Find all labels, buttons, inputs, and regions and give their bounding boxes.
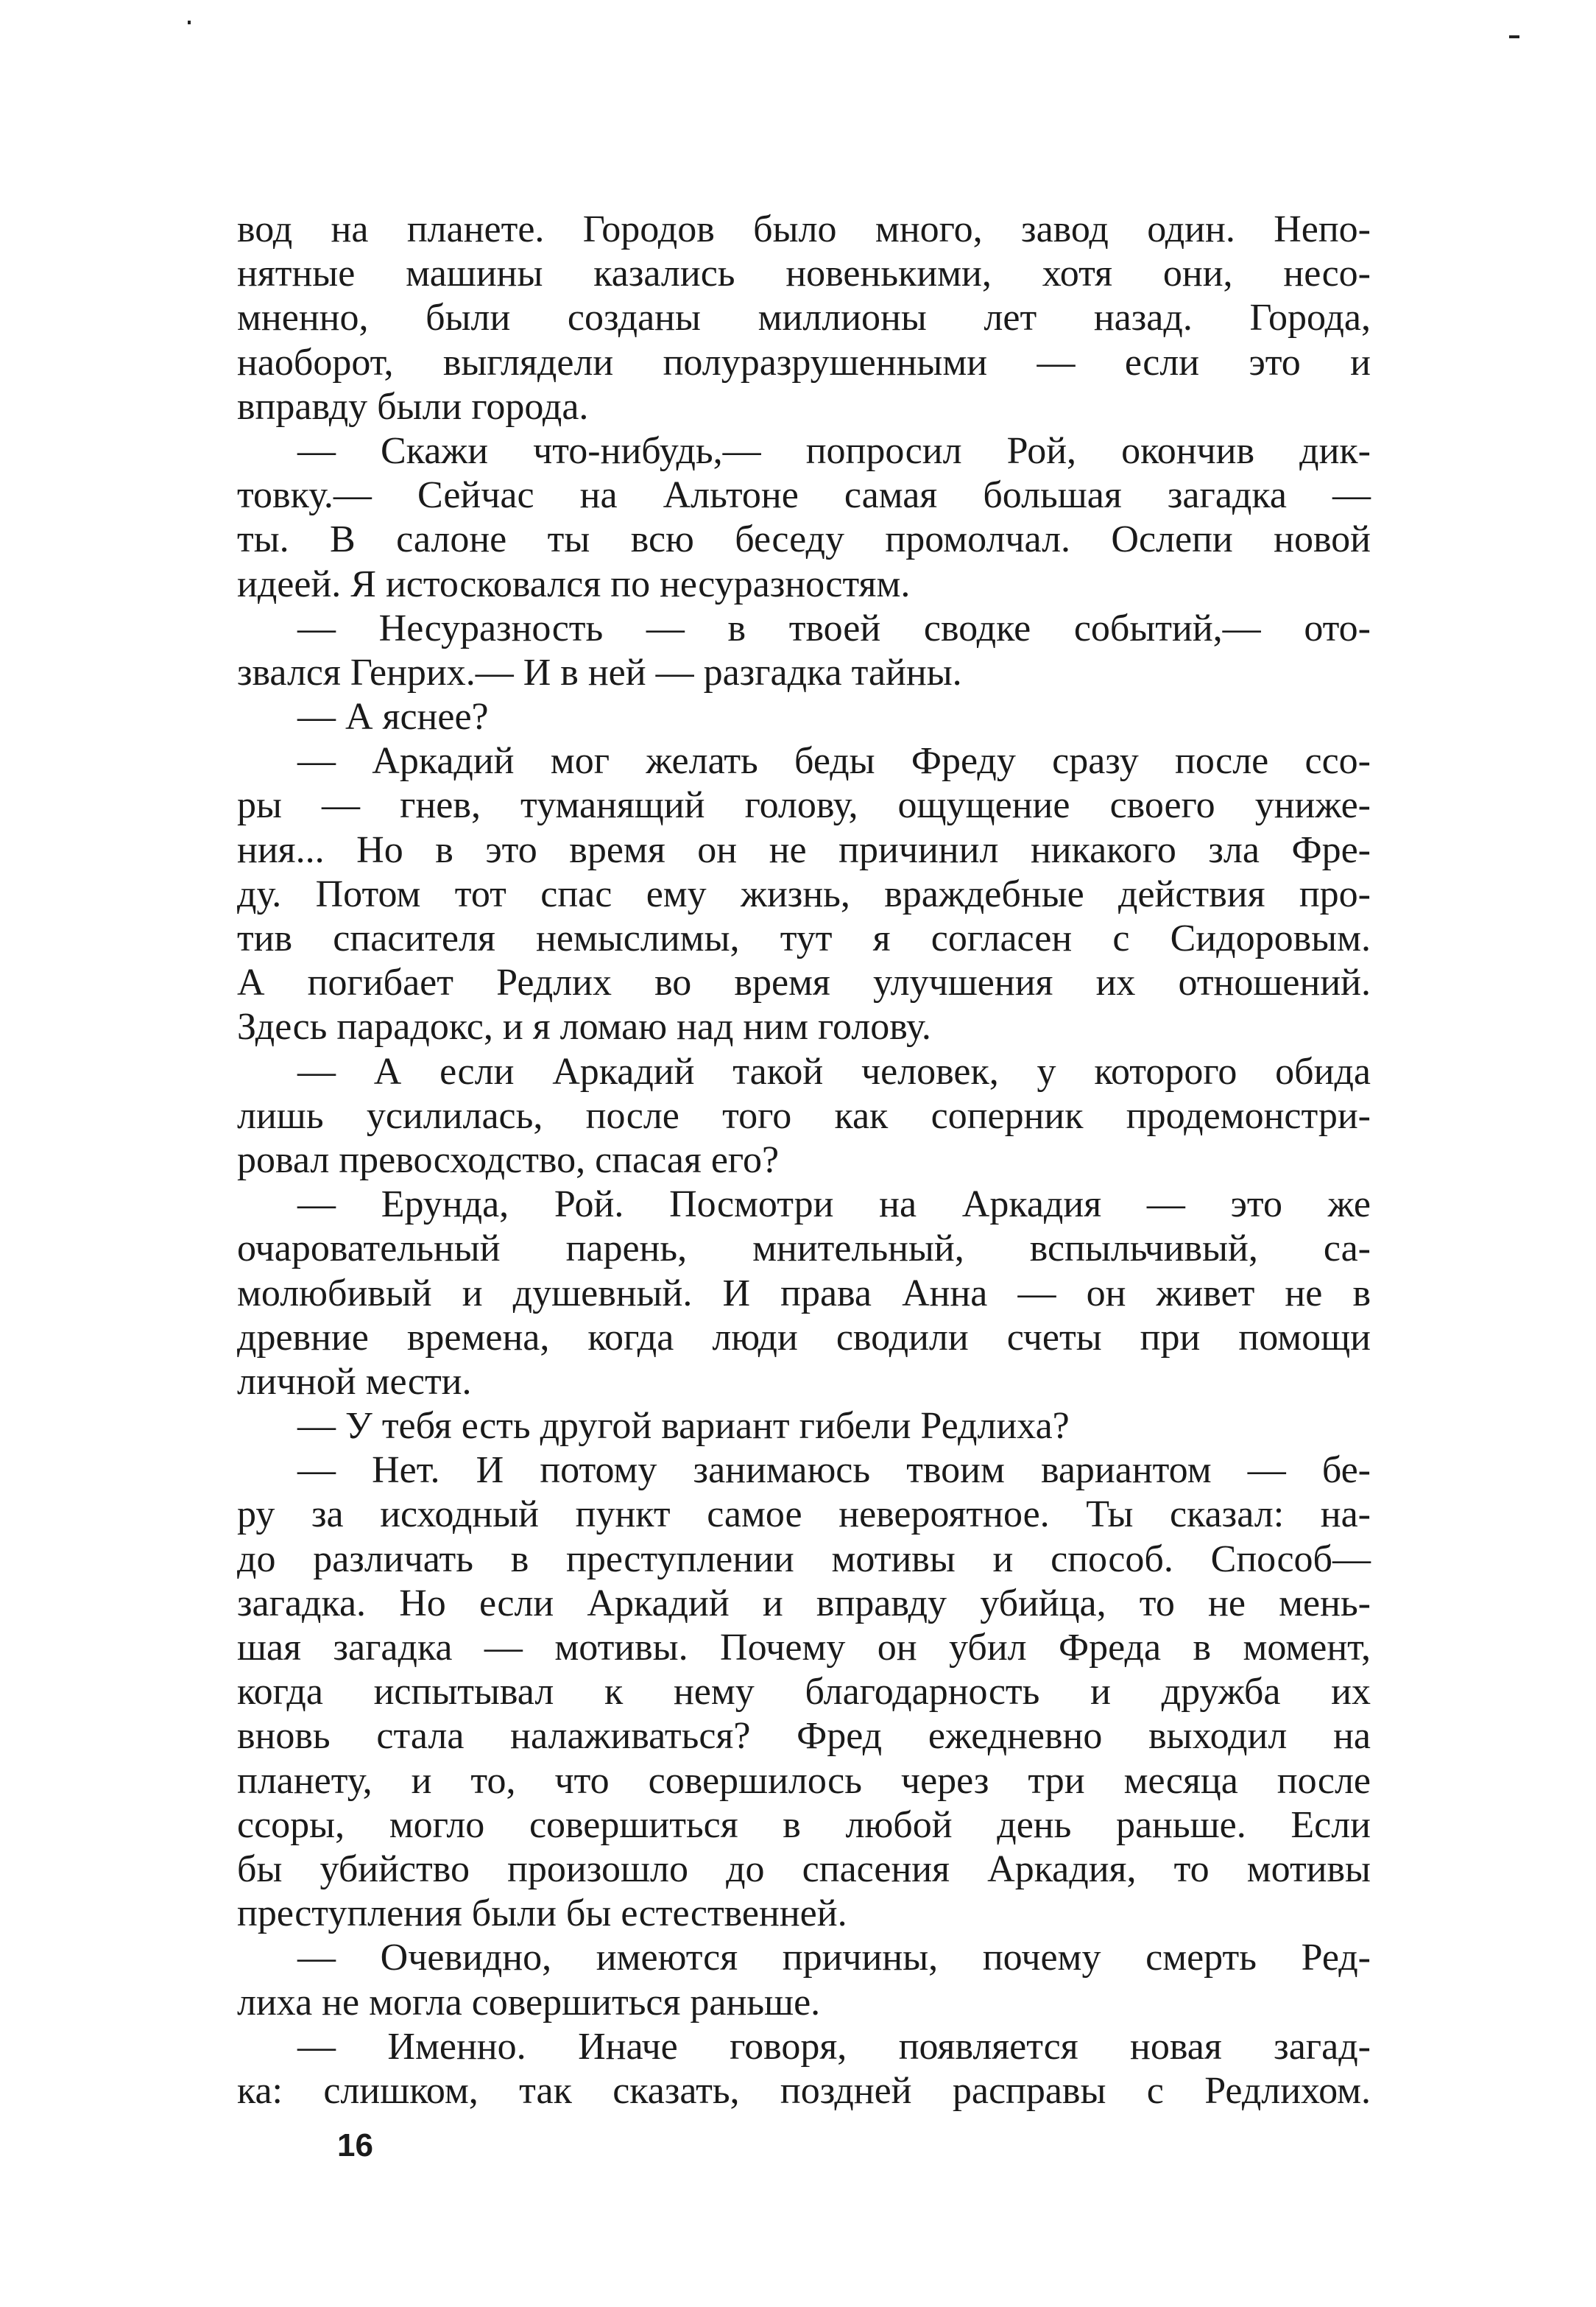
print-speck	[1509, 35, 1519, 38]
text-line: — Скажи что-нибудь,— попросил Рой, окончив дик-	[297, 429, 1371, 472]
text-line: — А если Аркадий такой человек, у которого обида	[297, 1050, 1371, 1093]
text-line: вновь стала налаживаться? Фред ежедневно выходил на	[237, 1715, 1371, 1758]
text-line: — Очевидно, имеются причины, почему смерть Ред-	[297, 1937, 1371, 1979]
text-line: нятные машины казались новенькими, хотя они, несо-	[237, 253, 1371, 295]
text-line: идеей. Я истосковался по несуразностям.	[237, 563, 911, 605]
text-line: личной мести.	[237, 1360, 472, 1403]
text-line: тив спасителя немыслимы, тут я согласен с Сидоровым.	[237, 917, 1371, 959]
page-number: 16	[337, 2127, 373, 2163]
text-line: ния... Но в это время он не причинил никакого зла Фре-	[237, 828, 1371, 871]
text-line: очаровательный парень, мнительный, вспыльчивый, са-	[237, 1228, 1371, 1270]
text-line: звался Генрих.— И в ней — разгадка тайны.	[237, 651, 962, 694]
text-line: вод на планете. Городов было много, завод один. Непо-	[237, 208, 1371, 250]
print-speck	[188, 21, 191, 24]
text-line: ры — гнев, туманящий голову, ощущение своего униже-	[237, 784, 1371, 827]
text-line: — Именно. Иначе говоря, появляется новая загад-	[297, 2025, 1371, 2068]
text-line: — Ерунда, Рой. Посмотри на Аркадия — это же	[297, 1183, 1371, 1226]
text-line: ссоры, могло совершиться в любой день раньше. Если	[237, 1803, 1371, 1846]
text-line: ру за исходный пункт самое невероятное. Ты сказал: на-	[237, 1493, 1371, 1536]
text-line: загадка. Но если Аркадий и вправду убийца, то не мень-	[237, 1582, 1371, 1624]
text-line: товку.— Сейчас на Альтоне самая большая загадка —	[237, 474, 1371, 517]
text-line: древние времена, когда люди сводили счеты при помощи	[237, 1316, 1371, 1359]
text-line: молюбивый и душевный. И права Анна — он живет не в	[237, 1272, 1371, 1314]
text-line: ровал превосходство, спасая его?	[237, 1138, 780, 1181]
text-line: — Несуразность — в твоей сводке событий,— ото-	[297, 607, 1371, 649]
text-line: — Нет. И потому занимаюсь твоим вариантом — бе-	[297, 1449, 1371, 1492]
text-line: бы убийство произошло до спасения Аркадия, то мотивы	[237, 1848, 1371, 1890]
text-line: до различать в преступлении мотивы и способ. Способ—	[237, 1538, 1371, 1580]
text-line: мненно, были созданы миллионы лет назад. Города,	[237, 297, 1371, 339]
text-line: Здесь парадокс, и я ломаю над ним голову.	[237, 1006, 931, 1049]
text-line: когда испытывал к нему благодарность и дружба их	[237, 1671, 1371, 1713]
text-line: шая загадка — мотивы. Почему он убил Фреда в момент,	[237, 1627, 1371, 1669]
page-text-block	[237, 208, 1371, 2113]
text-line: планету, и то, что совершилось через три месяца после	[237, 1759, 1371, 1802]
text-line: вправду были города.	[237, 385, 589, 428]
text-line: ты. В салоне ты всю беседу промолчал. Ослепи новой	[237, 518, 1371, 561]
text-line: А погибает Редлих во время улучшения их отношений.	[237, 962, 1371, 1004]
text-line: — У тебя есть другой вариант гибели Редлиха?	[297, 1405, 1070, 1448]
text-line: ду. Потом тот спас ему жизнь, враждебные действия про-	[237, 873, 1371, 915]
text-line: преступления были бы естественней.	[237, 1892, 847, 1935]
text-line: ка: слишком, так сказать, поздней расправы с Редлихом.	[237, 2069, 1371, 2112]
text-line: наоборот, выглядели полуразрушенными — если это и	[237, 341, 1371, 384]
text-line: — А яснее?	[297, 696, 489, 739]
text-line: лишь усилилась, после того как соперник продемонстри-	[237, 1094, 1371, 1137]
text-line: — Аркадий мог желать беды Фреду сразу после ссо-	[297, 740, 1371, 783]
text-line: лиха не могла совершиться раньше.	[237, 1981, 821, 2024]
